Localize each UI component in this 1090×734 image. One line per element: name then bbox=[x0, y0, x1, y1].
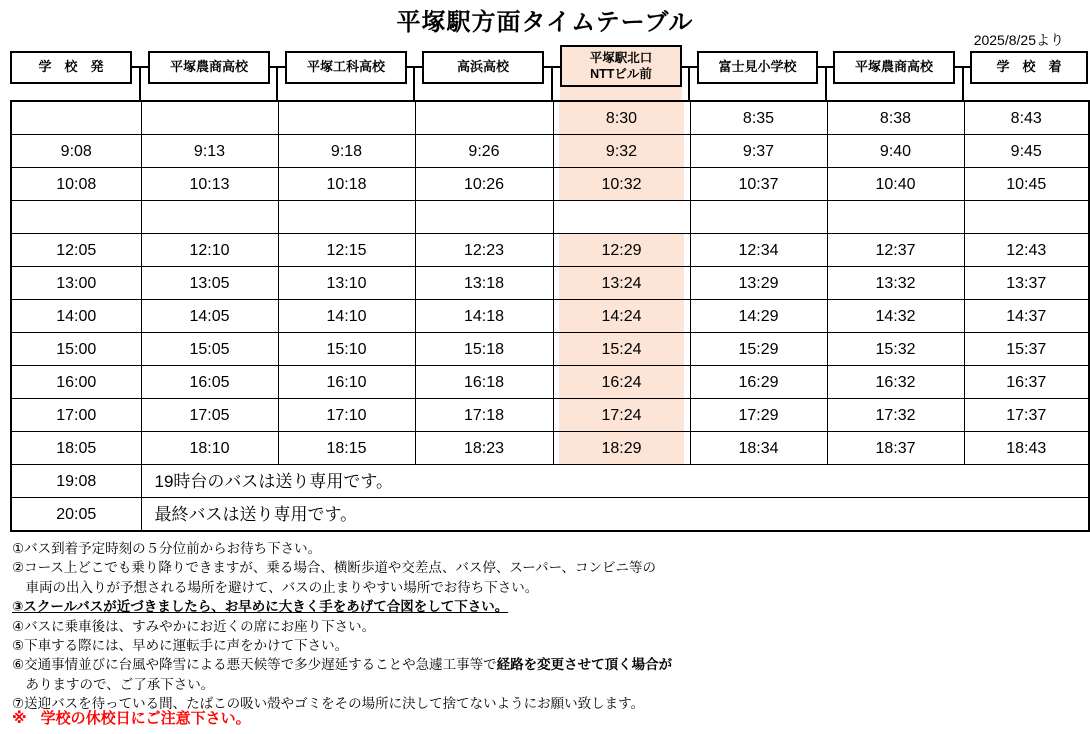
time-cell: 17:29 bbox=[690, 399, 827, 432]
time-cell: 8:38 bbox=[827, 101, 964, 135]
time-cell: 15:24 bbox=[553, 333, 690, 366]
time-cell: 8:30 bbox=[553, 101, 690, 135]
time-cell: 18:23 bbox=[415, 432, 553, 465]
route-connector-drop bbox=[139, 66, 141, 100]
time-cell: 14:32 bbox=[827, 300, 964, 333]
stop-box-label: 高浜高校 bbox=[456, 59, 509, 75]
time-cell: 9:08 bbox=[11, 135, 141, 168]
time-cell: 14:10 bbox=[278, 300, 415, 333]
time-cell: 15:37 bbox=[964, 333, 1089, 366]
time-cell: 15:18 bbox=[415, 333, 553, 366]
stop-box-2 bbox=[285, 51, 407, 84]
time-cell: 12:05 bbox=[11, 234, 141, 267]
time-cell: 17:32 bbox=[827, 399, 964, 432]
note-line-4: ④バスに乗車後は、すみやかにお近くの席にお座り下さい。 bbox=[12, 618, 376, 634]
time-cell: 17:05 bbox=[141, 399, 278, 432]
time-cell: 17:10 bbox=[278, 399, 415, 432]
table-row bbox=[11, 234, 1089, 267]
table-row bbox=[11, 135, 1089, 168]
time-cell: 9:40 bbox=[827, 135, 964, 168]
empty-cell bbox=[11, 201, 141, 234]
holiday-warning bbox=[12, 707, 251, 728]
time-cell: 18:10 bbox=[141, 432, 278, 465]
time-cell: 16:10 bbox=[278, 366, 415, 399]
time-cell: 13:29 bbox=[690, 267, 827, 300]
time-cell: 9:37 bbox=[690, 135, 827, 168]
stop-box-label: 平塚工科高校 bbox=[306, 59, 385, 75]
time-cell: 15:10 bbox=[278, 333, 415, 366]
time-cell: 17:37 bbox=[964, 399, 1089, 432]
stop-box-1 bbox=[148, 51, 270, 84]
time-cell: 18:34 bbox=[690, 432, 827, 465]
warning-text: 学校の休校日にご注意下さい。 bbox=[40, 710, 251, 727]
stop-box-5 bbox=[697, 51, 818, 84]
table-row bbox=[11, 366, 1089, 399]
table-row bbox=[11, 465, 1089, 498]
empty-cell bbox=[827, 201, 964, 234]
empty-cell bbox=[415, 101, 553, 135]
table-row bbox=[11, 432, 1089, 465]
time-cell: 18:05 bbox=[11, 432, 141, 465]
stop-box-4 bbox=[560, 45, 682, 87]
note-line-7: ありますので、ご了承下さい。 bbox=[12, 676, 215, 692]
time-cell: 13:24 bbox=[553, 267, 690, 300]
table-row bbox=[11, 267, 1089, 300]
time-cell: 17:24 bbox=[553, 399, 690, 432]
stop-box-3 bbox=[422, 51, 544, 84]
note-line-0: ①バス到着予定時刻の５分位前からお待ち下さい。 bbox=[12, 541, 322, 556]
time-cell: 20:05 bbox=[11, 498, 141, 532]
time-cell: 14:24 bbox=[553, 300, 690, 333]
stop-box-7 bbox=[970, 51, 1088, 84]
time-cell: 15:00 bbox=[11, 333, 141, 366]
time-cell: 18:15 bbox=[278, 432, 415, 465]
time-cell: 12:37 bbox=[827, 234, 964, 267]
empty-cell bbox=[690, 201, 827, 234]
note-line-5: ⑤下車する際には、早めに運転手に声をかけて下さい。 bbox=[12, 638, 349, 654]
timetable bbox=[10, 100, 1090, 532]
time-cell: 10:32 bbox=[553, 168, 690, 201]
time-cell: 15:32 bbox=[827, 333, 964, 366]
table-row bbox=[11, 101, 1089, 135]
time-cell: 10:08 bbox=[11, 168, 141, 201]
note-line-2: 車両の出入りが予想される場所を避けて、バスの止まりやすい場所でお待ち下さい。 bbox=[12, 579, 539, 595]
time-cell: 18:43 bbox=[964, 432, 1089, 465]
note-line-8: ⑦送迎バスを待っている間、たばこの吸い殻やゴミをその場所に決して捨てないようにお願い致します。 bbox=[12, 696, 645, 712]
highlight-column-strip bbox=[560, 87, 682, 100]
time-cell: 13:32 bbox=[827, 267, 964, 300]
time-cell: 13:00 bbox=[11, 267, 141, 300]
stop-box-label: 平塚農商高校 bbox=[169, 59, 248, 75]
time-cell: 9:45 bbox=[964, 135, 1089, 168]
time-cell: 16:29 bbox=[690, 366, 827, 399]
time-cell: 9:13 bbox=[141, 135, 278, 168]
stop-box-6 bbox=[833, 51, 955, 84]
warning-mark: ※ bbox=[12, 710, 27, 727]
table-row bbox=[11, 333, 1089, 366]
time-cell: 10:40 bbox=[827, 168, 964, 201]
time-cell: 9:32 bbox=[553, 135, 690, 168]
route-connector-drop bbox=[962, 66, 964, 100]
time-cell: 12:23 bbox=[415, 234, 553, 267]
route-connector-drop bbox=[688, 66, 690, 100]
time-cell: 16:05 bbox=[141, 366, 278, 399]
stop-box-label: NTTビル前 bbox=[590, 67, 652, 81]
time-cell: 15:05 bbox=[141, 333, 278, 366]
time-cell: 13:37 bbox=[964, 267, 1089, 300]
time-cell: 13:05 bbox=[141, 267, 278, 300]
time-cell: 18:29 bbox=[553, 432, 690, 465]
route-connector-drop bbox=[551, 66, 553, 100]
note-line-3: ③スクールバスが近づきましたら、お早めに大きく手をあげて合図をして下さい。 bbox=[12, 599, 509, 615]
time-cell: 17:00 bbox=[11, 399, 141, 432]
stop-box-0 bbox=[10, 51, 132, 84]
empty-cell bbox=[278, 101, 415, 135]
table-row bbox=[11, 168, 1089, 201]
time-cell: 14:37 bbox=[964, 300, 1089, 333]
notes-list bbox=[12, 539, 672, 714]
time-cell: 12:15 bbox=[278, 234, 415, 267]
time-cell: 14:00 bbox=[11, 300, 141, 333]
stop-box-label: 富士見小学校 bbox=[718, 59, 797, 75]
route-connector-drop bbox=[413, 66, 415, 100]
time-cell: 12:29 bbox=[553, 234, 690, 267]
route-connector-drop bbox=[276, 66, 278, 100]
stop-box-label: 学 校 発 bbox=[38, 59, 104, 75]
time-cell: 14:18 bbox=[415, 300, 553, 333]
time-cell: 17:18 bbox=[415, 399, 553, 432]
time-cell: 18:37 bbox=[827, 432, 964, 465]
empty-cell bbox=[415, 201, 553, 234]
effective-date: 2025/8/25より bbox=[973, 32, 1064, 48]
time-cell: 12:34 bbox=[690, 234, 827, 267]
stop-box-label: 平塚駅北口 bbox=[589, 50, 653, 65]
time-cell: 10:18 bbox=[278, 168, 415, 201]
time-cell: 10:13 bbox=[141, 168, 278, 201]
time-cell: 16:32 bbox=[827, 366, 964, 399]
time-cell: 12:10 bbox=[141, 234, 278, 267]
route-connector-drop bbox=[825, 66, 827, 100]
time-cell: 16:24 bbox=[553, 366, 690, 399]
time-cell: 16:37 bbox=[964, 366, 1089, 399]
time-cell: 10:26 bbox=[415, 168, 553, 201]
time-cell: 14:29 bbox=[690, 300, 827, 333]
time-cell: 9:26 bbox=[415, 135, 553, 168]
time-cell: 16:00 bbox=[11, 366, 141, 399]
stop-box-label: 学 校 着 bbox=[996, 59, 1062, 75]
stop-box-label: 平塚農商高校 bbox=[854, 59, 933, 75]
note-line-1: ②コース上どこでも乗り降りできますが、乗る場合、横断歩道や交差点、バス停、スーパー、コンビニ等の bbox=[12, 560, 657, 576]
time-cell: 8:35 bbox=[690, 101, 827, 135]
time-cell: 10:45 bbox=[964, 168, 1089, 201]
row-note-cell: 最終バスは送り専用です。 bbox=[141, 498, 1089, 532]
row-note-cell: 19時台のバスは送り専用です。 bbox=[141, 465, 1089, 498]
note-line-6: ⑥交通事情並びに台風や降雪による悪天候等で多少遅延することや急遽工事等で経路を変更させて頂く場合が bbox=[12, 657, 673, 673]
table-row bbox=[11, 300, 1089, 333]
time-cell: 15:29 bbox=[690, 333, 827, 366]
table-row bbox=[11, 399, 1089, 432]
empty-cell bbox=[141, 101, 278, 135]
time-cell: 14:05 bbox=[141, 300, 278, 333]
time-cell: 10:37 bbox=[690, 168, 827, 201]
time-cell: 16:18 bbox=[415, 366, 553, 399]
empty-cell bbox=[11, 101, 141, 135]
time-cell: 12:43 bbox=[964, 234, 1089, 267]
time-cell: 9:18 bbox=[278, 135, 415, 168]
empty-cell bbox=[964, 201, 1089, 234]
empty-cell bbox=[141, 201, 278, 234]
table-row bbox=[11, 201, 1089, 234]
table-row bbox=[11, 498, 1089, 532]
empty-cell bbox=[278, 201, 415, 234]
time-cell: 19:08 bbox=[11, 465, 141, 498]
time-cell: 13:18 bbox=[415, 267, 553, 300]
time-cell: 13:10 bbox=[278, 267, 415, 300]
empty-cell bbox=[553, 201, 690, 234]
time-cell: 8:43 bbox=[964, 101, 1089, 135]
page-title: 平塚駅方面タイムテーブル bbox=[396, 9, 694, 36]
